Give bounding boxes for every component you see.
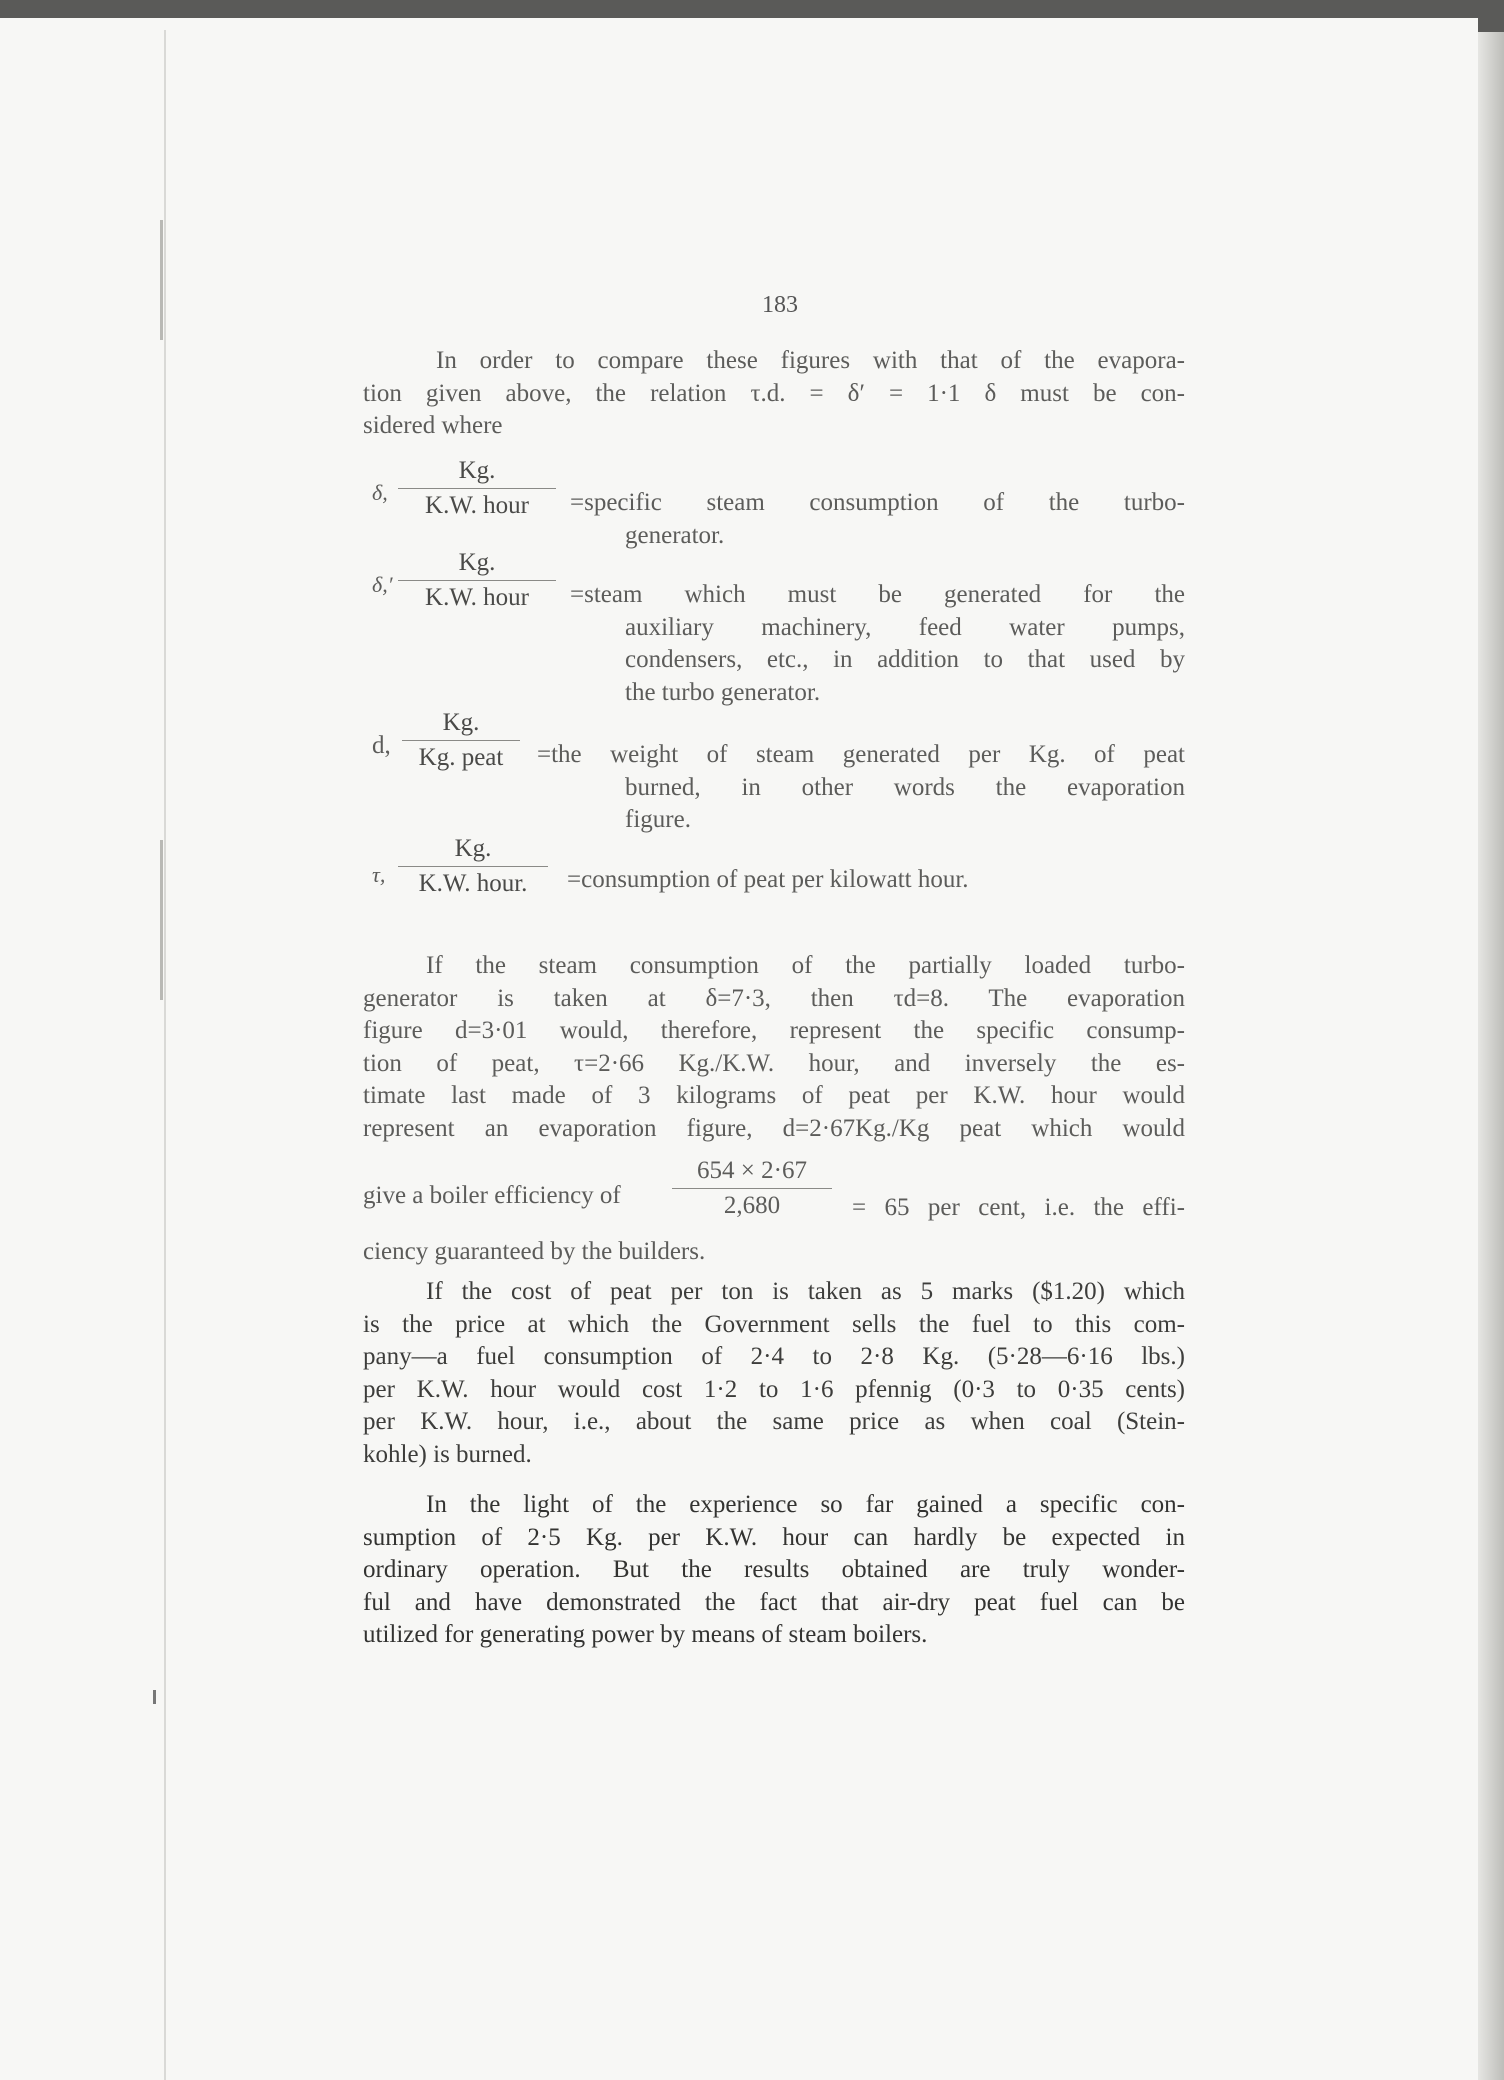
text-line: ful and have demonstrated the fact that air-dry peat fuel can be xyxy=(363,1588,1185,1616)
definition-fraction xyxy=(398,834,548,899)
text-line: is the price at which the Government sells the fuel to this com- xyxy=(363,1310,1185,1338)
fraction-bar xyxy=(398,488,556,489)
definition-symbol: δ,′ xyxy=(372,572,393,597)
fraction-bar xyxy=(672,1188,832,1189)
fraction-bar xyxy=(398,580,556,581)
efficiency-tail xyxy=(852,1192,1185,1225)
definition-symbol: τ, xyxy=(372,862,386,887)
text-line: =steam which must be generated for the xyxy=(570,581,1185,608)
fraction-denominator: K.W. hour. xyxy=(418,870,528,897)
text-line: pany—a fuel consumption of 2·4 to 2·8 Kg. (5·28—6·16 lbs.) xyxy=(363,1343,1185,1370)
text-line: kohle) is burned. xyxy=(363,1440,532,1468)
efficiency-lead: give a boiler efficiency of xyxy=(363,1182,621,1209)
fraction-numerator: Kg. xyxy=(454,835,492,862)
fraction-numerator: Kg. xyxy=(442,709,480,736)
text-line: generator. xyxy=(625,521,725,549)
text-line: burned, in other words the evaporation xyxy=(625,773,1185,801)
text-line: per K.W. hour, i.e., about the same price as when coal (Stein- xyxy=(363,1408,1185,1435)
definition-fraction xyxy=(398,548,556,613)
text-line: figure. xyxy=(625,806,691,833)
page-edge-shadow xyxy=(1478,32,1504,2080)
text-line: represent an evaporation figure, d=2·67Kg./Kg peat which would xyxy=(363,1114,1185,1142)
text-line: tion given above, the relation τ.d. = δ′ = 1·1 δ must be con- xyxy=(363,379,1185,407)
text-line: utilized for generating power by means of steam boilers. xyxy=(363,1621,928,1648)
steam-consumption-paragraph xyxy=(363,950,1185,1145)
text-line: the turbo generator. xyxy=(625,678,821,706)
scan-edge-mark xyxy=(160,840,163,1000)
definition-fraction xyxy=(402,708,520,773)
text-line: If the cost of peat per ton is taken as 5 marks ($1.20) which xyxy=(426,1278,1185,1305)
efficiency-fraction xyxy=(672,1156,832,1221)
scan-edge-mark xyxy=(160,220,163,340)
peat-cost-paragraph xyxy=(363,1276,1185,1471)
text-line: generator is taken at δ=7·3, then τd=8. The evaporation xyxy=(363,984,1185,1012)
definition-symbol: δ, xyxy=(372,480,388,505)
text-line: ordinary operation. But the results obtained are truly wonder- xyxy=(363,1556,1185,1583)
text-line: timate last made of 3 kilograms of peat per K.W. hour would xyxy=(363,1082,1185,1109)
fraction-bar xyxy=(402,740,520,741)
text-line: per K.W. hour would cost 1·2 to 1·6 pfennig (0·3 to 0·35 cents) xyxy=(363,1375,1185,1403)
conclusion-paragraph xyxy=(363,1489,1185,1652)
text-line: figure d=3·01 would, therefore, represent the specific consump- xyxy=(363,1017,1185,1044)
text-line: tion of peat, τ=2·66 Kg./K.W. hour, and inversely the es- xyxy=(363,1049,1185,1077)
fraction-denominator: K.W. hour xyxy=(425,492,529,519)
page-gutter xyxy=(164,30,166,2080)
definition-fraction xyxy=(398,456,556,521)
definition-text xyxy=(570,487,1185,552)
fraction-denominator: K.W. hour xyxy=(425,584,529,611)
text-line: sumption of 2·5 Kg. per K.W. hour can hardly be expected in xyxy=(363,1523,1185,1551)
text-line: condensers, etc., in addition to that used by xyxy=(625,646,1185,673)
fraction-bar xyxy=(398,866,548,867)
definition-symbol: d, xyxy=(372,732,391,759)
text-line: =consumption of peat per kilowatt hour. xyxy=(567,866,969,893)
fraction-denominator: 2,680 xyxy=(723,1192,781,1219)
page-number: 183 xyxy=(762,292,798,318)
text-line: sidered where xyxy=(363,412,503,439)
fraction-numerator: Kg. xyxy=(458,457,496,484)
text-line: =specific steam consumption of the turbo- xyxy=(570,489,1185,516)
definition-text xyxy=(567,864,1185,897)
efficiency-last-line: ciency guaranteed by the builders. xyxy=(363,1238,706,1265)
text-line: In order to compare these figures with that of the evapora- xyxy=(436,347,1185,374)
text-line: auxiliary machinery, feed water pumps, xyxy=(625,613,1185,641)
definition-text xyxy=(570,579,1185,709)
text-line: In the light of the experience so far gained a specific con- xyxy=(426,1491,1185,1518)
definition-text xyxy=(537,739,1185,837)
fraction-numerator: 654 × 2·67 xyxy=(697,1157,807,1184)
scan-edge-mark xyxy=(153,1690,156,1704)
text-line: = 65 per cent, i.e. the effi- xyxy=(852,1194,1185,1221)
text-line: =the weight of steam generated per Kg. of peat xyxy=(537,741,1185,768)
fraction-denominator: Kg. peat xyxy=(418,744,504,771)
text-line: If the steam consumption of the partially loaded turbo- xyxy=(426,952,1185,979)
fraction-numerator: Kg. xyxy=(458,549,496,576)
intro-paragraph xyxy=(363,345,1185,443)
